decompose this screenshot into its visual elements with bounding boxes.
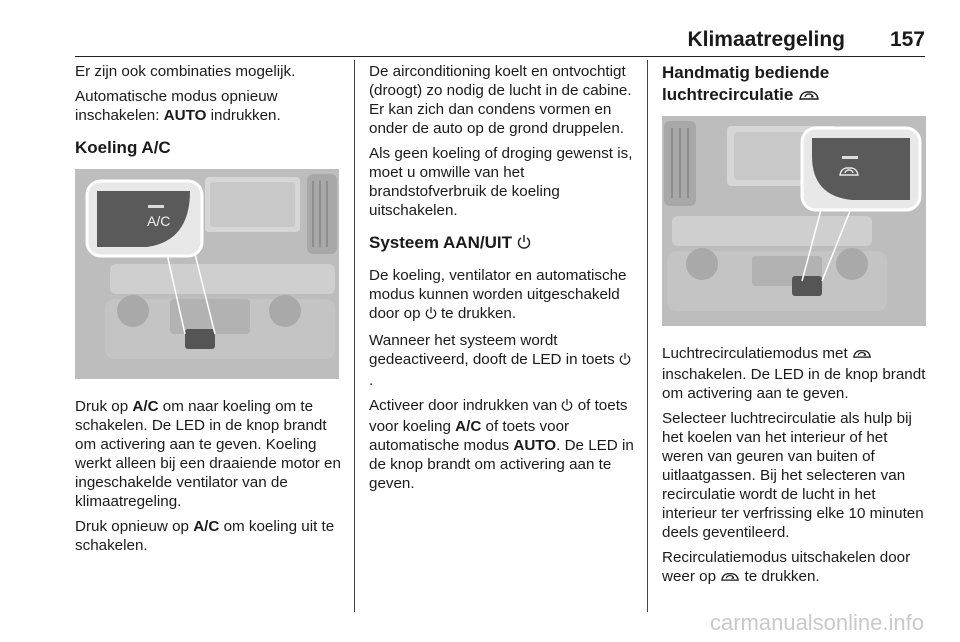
paragraph-ac-off (75, 517, 341, 555)
ac-keyword: A/C (193, 518, 220, 535)
ac-label: A/C (147, 213, 171, 229)
paragraph-ac-on (75, 397, 341, 511)
text: Recirculatiemodus uitschakelen door weer op (662, 549, 911, 585)
paragraph-recirc-on (662, 344, 926, 403)
text: of toets voor automatische modus (369, 418, 570, 454)
page-number: 157 (889, 28, 925, 51)
figure-recirculation-button (662, 116, 926, 326)
watermark: carmanualsonline.info (709, 610, 924, 635)
text: te drukken. (740, 568, 820, 585)
power-icon (425, 306, 437, 325)
text: of toets voor koeling (369, 397, 628, 435)
paragraph-auto-reset (75, 87, 341, 125)
text: Wanneer het systeem wordt gedeactiveerd, dooft de LED in toets (369, 332, 619, 368)
paragraph-led-off (369, 331, 635, 390)
text: Druk op (75, 398, 133, 415)
heading-cooling: Koeling A/C (75, 138, 171, 157)
column-1 (75, 62, 341, 561)
column-2 (369, 62, 635, 499)
text: om koeling uit te schakelen. (75, 518, 335, 554)
paragraph-fuel-saving: Als geen koeling of droging gewenst is, moet u omwille van het brandstofverbruik de koeling uitschakelen. (369, 145, 633, 219)
column-divider-2 (647, 60, 648, 612)
heading-system-on-off (369, 232, 635, 256)
paragraph-ac-description: De airconditioning koelt en ontvochtigt (droogt) zo nodig de lucht in de cabine. Er kan zich dan condens vormen en onder de auto op de grond druppelen. (369, 63, 632, 137)
text: . (369, 372, 374, 389)
column-divider-1 (354, 60, 355, 612)
recirculation-icon (720, 569, 740, 588)
paragraph-recirc-off (662, 548, 926, 588)
text: De koeling, ventilator en automatische modus kunnen worden uitgeschakeld door op (369, 267, 627, 322)
text: om naar koeling om te schakelen. De LED in de knop brandt om activering aan te geven. Koeling werkt alleen bij een draaiende motor en ingeschakelde ventilator van de klimaatregeling. (75, 398, 341, 510)
text: Druk opnieuw op (75, 518, 194, 535)
text: . De LED in de knop brandt om activering aan te geven. (369, 437, 634, 492)
page-header (75, 28, 925, 54)
power-icon (517, 234, 531, 256)
dashboard-illustration (662, 116, 926, 326)
power-icon (619, 352, 631, 371)
text: te drukken. (436, 305, 517, 322)
heading-text: Systeem AAN/UIT (369, 233, 512, 252)
paragraph-recirc-usage: Selecteer luchtrecirculatie als hulp bij het koelen van het interieur of het weren van geuren van buiten of uitlaatgassen. Bij het selecteren van recirculatie wordt de lucht in het interieur ter verfrissing elke 10 minuten deels geventileerd. (662, 410, 924, 541)
page-title: Klimaatregeling (687, 28, 845, 51)
column-3 (662, 62, 926, 594)
header-rule (75, 56, 925, 57)
paragraph-activate (369, 396, 635, 493)
text: inschakelen. De LED in de knop brandt om activering aan te geven. (662, 366, 926, 402)
paragraph-combinations: Er zijn ook combinaties mogelijk. (75, 63, 296, 80)
recirculation-icon (798, 86, 820, 108)
ac-keyword: A/C (132, 398, 159, 415)
ac-keyword: A/C (455, 418, 482, 435)
text: indrukken. (206, 107, 281, 124)
figure-ac-button (75, 169, 339, 379)
recirculation-icon (852, 346, 872, 365)
auto-keyword: AUTO (513, 437, 557, 454)
text: Automatische modus opnieuw inschakelen: (75, 88, 278, 124)
auto-keyword: AUTO (163, 107, 207, 124)
dashboard-illustration (75, 169, 339, 379)
paragraph-system-off (369, 266, 635, 325)
power-icon (561, 398, 573, 417)
heading-recirculation (662, 62, 926, 108)
text: Activeer door indrukken van (369, 397, 562, 414)
text: Luchtrecirculatiemodus met (662, 345, 852, 362)
heading-text: Handmatig bediende luchtrecirculatie (662, 63, 830, 104)
